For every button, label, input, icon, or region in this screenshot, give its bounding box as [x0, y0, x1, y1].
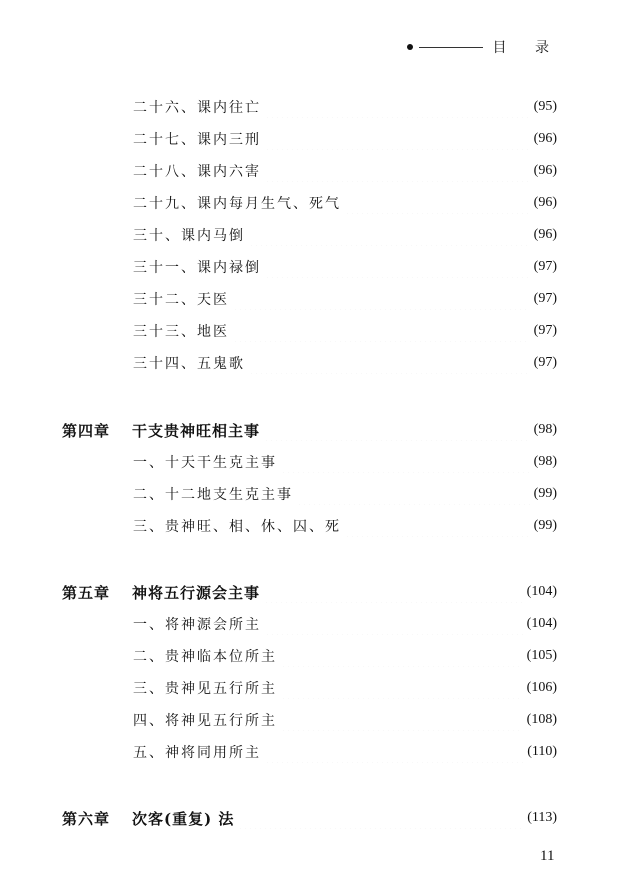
page-ref: (110) [527, 744, 557, 759]
dot-leader [265, 613, 523, 635]
entry-title: 二、贵神临本位所主 [133, 649, 277, 665]
dot-leader [265, 160, 530, 182]
page-ref: (96) [533, 131, 557, 146]
toc-entry-row [133, 741, 557, 763]
dot-leader [345, 515, 530, 537]
toc-entry-row [133, 192, 557, 214]
dot-leader [265, 96, 530, 118]
entry-title: 二十六、课内往亡 [133, 100, 261, 116]
toc-entry-row [133, 709, 557, 731]
dot-leader [265, 128, 530, 150]
toc-chapter-row [62, 581, 557, 603]
dot-leader [265, 741, 523, 763]
page-ref: (104) [526, 616, 557, 631]
toc-entry-row [133, 352, 557, 374]
dot-leader [297, 483, 530, 505]
page-ref: (97) [533, 259, 557, 274]
toc-entry-row [133, 483, 557, 505]
toc-entry-row [133, 613, 557, 635]
entry-title: 二十八、课内六害 [133, 164, 261, 180]
dot-leader [281, 709, 523, 731]
page-ref: (113) [527, 810, 557, 825]
toc-entry-row [133, 288, 557, 310]
page-ref: (96) [533, 227, 557, 242]
chapter-title: 神将五行源会主事 [132, 583, 261, 602]
page-ref: (99) [533, 518, 557, 533]
toc-entry-row [133, 451, 557, 473]
entry-title: 五、神将同用所主 [133, 745, 261, 761]
dot-leader [264, 581, 523, 603]
toc-entry-row [133, 677, 557, 699]
entry-title: 三十四、五鬼歌 [133, 356, 245, 372]
chapter-number: 第四章 [62, 421, 111, 440]
page-ref: (97) [533, 355, 557, 370]
entry-title: 一、十天干生克主事 [133, 455, 277, 471]
dot-leader [281, 645, 523, 667]
page-ref: (99) [533, 486, 557, 501]
page-ref: (96) [533, 195, 557, 210]
entry-title: 一、将神源会所主 [133, 617, 261, 633]
page-ref: (97) [533, 323, 557, 338]
dot-leader [233, 288, 530, 310]
dot-leader [281, 677, 523, 699]
dot-leader [264, 419, 530, 441]
chapter-title: 干支贵神旺相主事 [132, 421, 261, 440]
toc-entry-row [133, 128, 557, 150]
chapter-number: 第五章 [62, 583, 111, 602]
dot-leader [249, 352, 530, 374]
entry-title: 三、贵神见五行所主 [133, 681, 277, 697]
entry-title: 三十一、课内禄倒 [133, 260, 261, 276]
entry-title: 三十、课内马倒 [133, 228, 245, 244]
dot-leader [345, 192, 530, 214]
page-ref: (98) [533, 454, 557, 469]
dot-leader [238, 807, 523, 829]
dot-leader [281, 451, 530, 473]
dot-leader [249, 224, 530, 246]
page-ref: (108) [526, 712, 557, 727]
toc-entry-row [133, 256, 557, 278]
page-number: 11 [540, 848, 555, 864]
chapter-title: 次客(重复) 法 [132, 809, 235, 828]
page-ref: (98) [533, 422, 557, 437]
entry-title: 二十九、课内每月生气、死气 [133, 196, 341, 212]
dot-leader [265, 256, 530, 278]
toc-entry-row [133, 96, 557, 118]
toc-entry-row [133, 224, 557, 246]
toc-chapter-row [62, 419, 557, 441]
toc-chapter-row [62, 807, 557, 829]
page-ref: (105) [526, 648, 557, 663]
page-ref: (104) [526, 584, 557, 599]
toc-entry-row [133, 160, 557, 182]
chapter-number: 第六章 [62, 809, 111, 828]
header-title: 目 录 [492, 40, 561, 56]
toc-entry-row [133, 320, 557, 342]
entry-title: 四、将神见五行所主 [133, 713, 277, 729]
entry-title: 二、十二地支生克主事 [133, 487, 293, 503]
entry-title: 二十七、课内三刑 [133, 132, 261, 148]
entry-title: 三、贵神旺、相、休、囚、死 [133, 519, 341, 535]
page-ref: (96) [533, 163, 557, 178]
page-ref: (97) [533, 291, 557, 306]
entry-title: 三十三、地医 [133, 324, 229, 340]
toc-entry-row [133, 645, 557, 667]
page-ref: (106) [526, 680, 557, 695]
page-ref: (95) [533, 99, 557, 114]
toc-entry-row [133, 515, 557, 537]
dot-leader [233, 320, 530, 342]
entry-title: 三十二、天医 [133, 292, 229, 308]
